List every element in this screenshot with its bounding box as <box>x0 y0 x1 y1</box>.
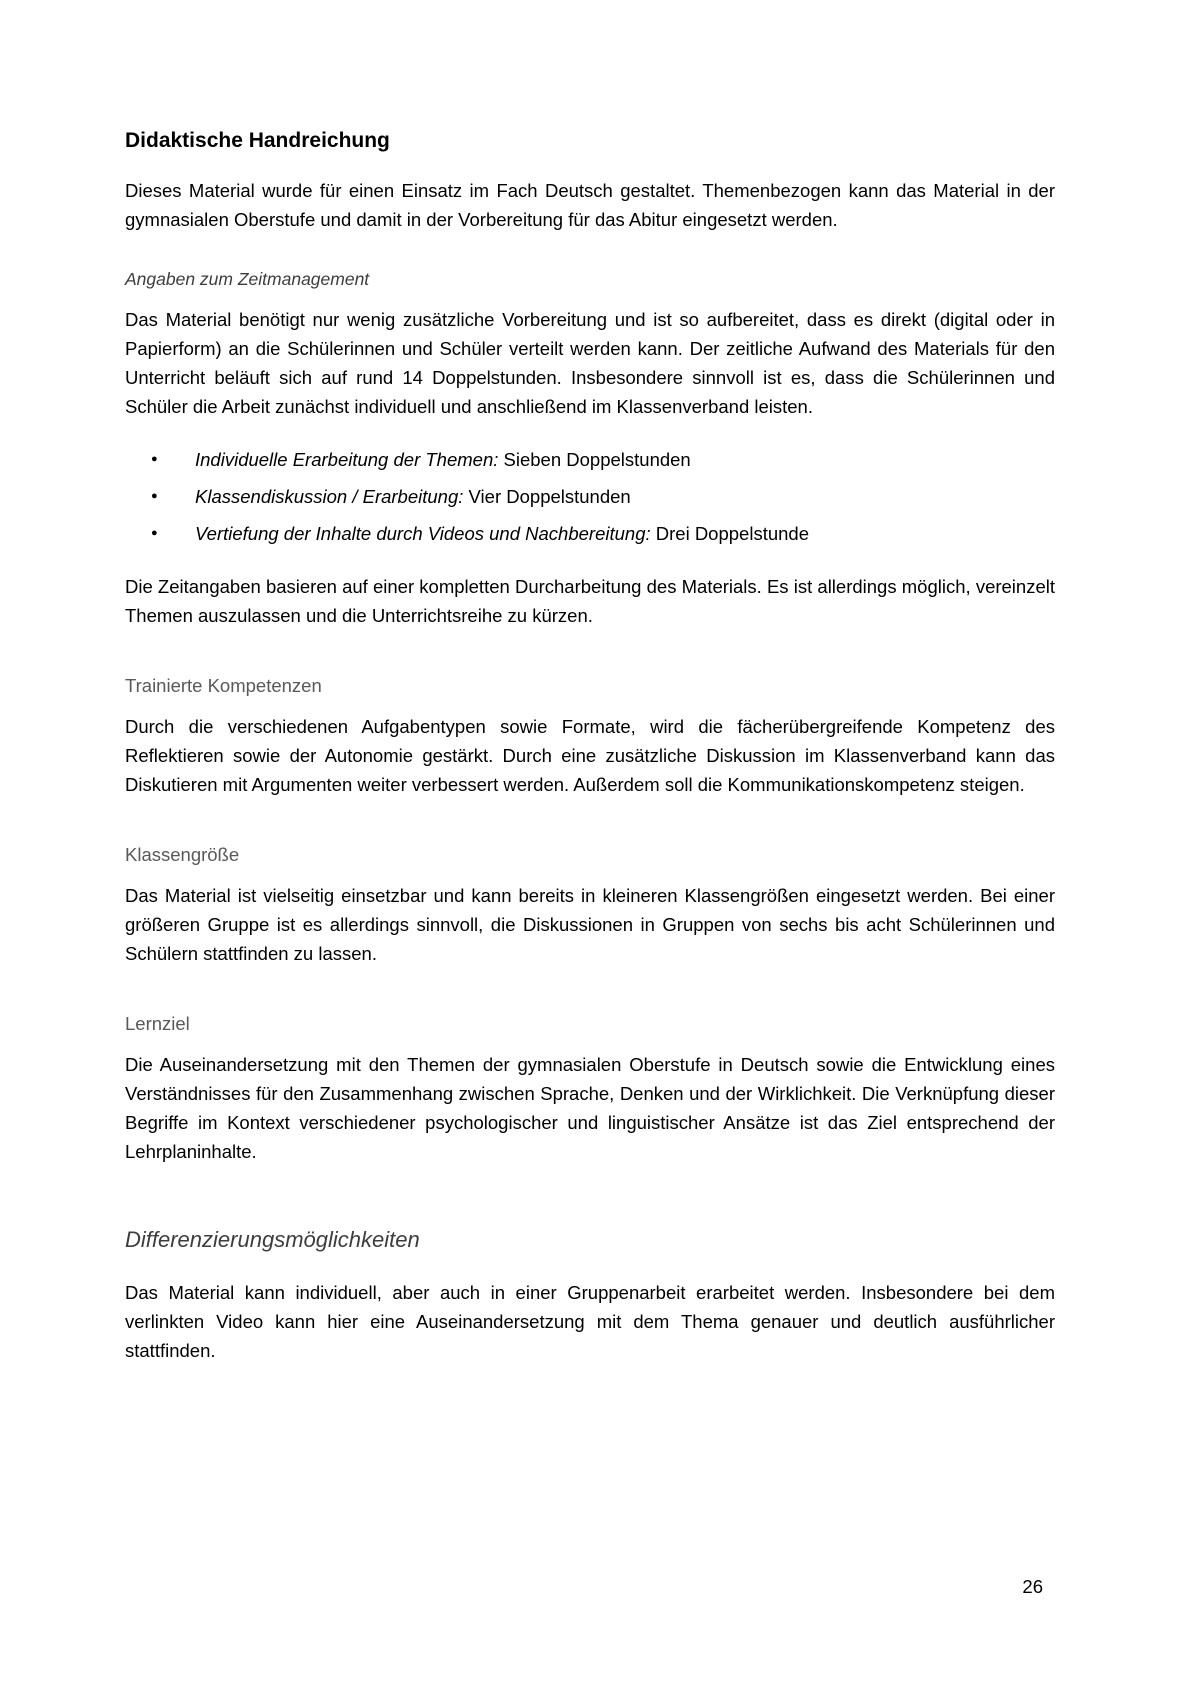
zeitmanagement-closing-paragraph: Die Zeitangaben basieren auf einer kompletten Durcharbeitung des Materials. Es ist allerdings möglich, vereinzelt Themen auszulassen und die Unterrichtsreihe zu kürzen. <box>125 576 1055 626</box>
bullet-value: Vier Doppelstunden <box>463 486 631 507</box>
bullet-value: Drei Doppelstunde <box>650 523 809 544</box>
lernziel-paragraph: Die Auseinandersetzung mit den Themen der gymnasialen Oberstufe in Deutsch sowie die Entwicklung eines Verständnisses für den Zusammenhang zwischen Sprache, Denken und der Wirklichkeit. Die Verknüpfung dieser Begriffe im Kontext verschiedener psychologischer und linguistischer Ansätze ist das Ziel entsprechend der Lehrplaninhalte. <box>125 1054 1055 1162</box>
kompetenzen-paragraph: Durch die verschiedenen Aufgabentypen sowie Formate, wird die fächerübergreifende Kompetenz des Reflektieren sowie der Autonomie gestärkt. Durch eine zusätzliche Diskussion im Klassenverband kann das Diskutieren mit Argumenten weiter verbessert werden. Außerdem soll die Kommunikationskompetenz steigen. <box>125 716 1055 795</box>
zeitmanagement-paragraph: Das Material benötigt nur wenig zusätzliche Vorbereitung und ist so aufbereitet, dass es direkt (digital oder in Papierform) an die Schülerinnen und Schüler verteilt werden kann. Der zeitliche Aufwand des Materials für den Unterricht beläuft sich auf rund 14 Doppelstunden. Insbesondere sinnvoll ist es, dass die Schülerinnen und Schüler die Arbeit zunächst individuell und anschließend im Klassenverband leisten. <box>125 309 1055 417</box>
heading-differenzierungsmoeglichkeiten: Differenzierungsmöglichkeiten <box>125 1227 420 1252</box>
heading-lernziel: Lernziel <box>125 1013 190 1034</box>
page-number: 26 <box>1022 1576 1043 1597</box>
bullet-list <box>125 445 1055 548</box>
page-title: Didaktische Handreichung <box>125 129 390 152</box>
bullet-value: Sieben Doppelstunden <box>498 449 691 470</box>
bullet-label: Individuelle Erarbeitung der Themen: <box>195 449 499 470</box>
list-item <box>125 482 1055 511</box>
list-item <box>125 445 1055 474</box>
heading-zeitmanagement: Angaben zum Zeitmanagement <box>125 269 370 289</box>
bullet-label: Klassendiskussion / Erarbeitung: <box>195 486 464 507</box>
list-item <box>125 519 1055 548</box>
klassengroesse-paragraph: Das Material ist vielseitig einsetzbar und kann bereits in kleineren Klassengrößen eingesetzt werden. Bei einer größeren Gruppe ist es allerdings sinnvoll, die Diskussionen in Gruppen von sechs bis acht Schülerinnen und Schülern stattfinden zu lassen. <box>125 885 1055 964</box>
intro-paragraph: Dieses Material wurde für einen Einsatz im Fach Deutsch gestaltet. Themenbezogen kann das Material in der gymnasialen Oberstufe und damit in der Vorbereitung für das Abitur eingesetzt werden. <box>125 180 1055 230</box>
heading-klassengroesse: Klassengröße <box>125 844 240 865</box>
heading-trainierte-kompetenzen: Trainierte Kompetenzen <box>125 675 322 696</box>
bullet-label: Vertiefung der Inhalte durch Videos und Nachbereitung: <box>195 523 651 544</box>
differenzierung-paragraph: Das Material kann individuell, aber auch in einer Gruppenarbeit erarbeitet werden. Insbesondere bei dem verlinkten Video kann hier eine Auseinandersetzung mit dem Thema genauer und deutlich ausführlicher stattfinden. <box>125 1282 1055 1361</box>
